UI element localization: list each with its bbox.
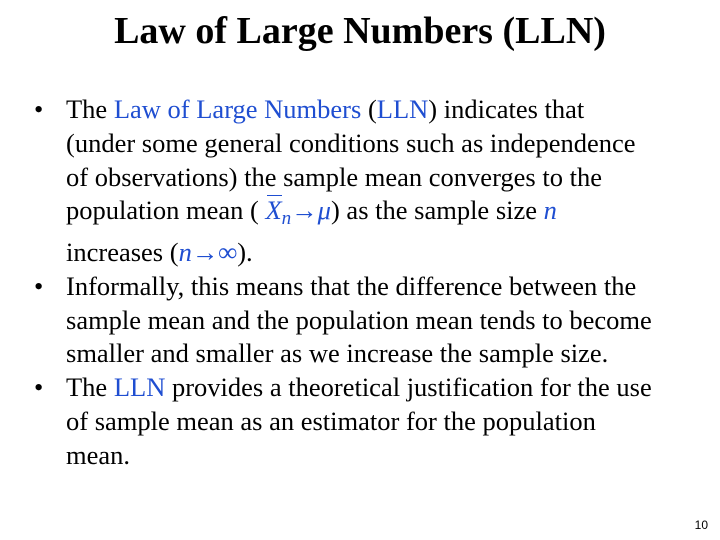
bullet-item-1 [28, 93, 708, 270]
bullet-text [66, 93, 708, 270]
text-line: smaller and smaller as we increase the sample size. [66, 338, 609, 369]
math-expression [265, 195, 331, 230]
text-run: The [66, 94, 114, 124]
highlighted-abbreviation: LLN [376, 94, 429, 124]
text-run: population mean ( [66, 195, 266, 226]
text-line: of observations) the sample mean converges to the [66, 161, 602, 192]
text-run: provides a theoretical justification for the use [165, 372, 652, 403]
sample-mean-symbol: X [265, 194, 281, 228]
text-line: sample mean and the population mean tends to become [66, 304, 652, 335]
text-line [66, 236, 708, 270]
bullet-marker: • [34, 372, 44, 403]
text-line: mean. [66, 439, 131, 470]
page-number: 10 [694, 518, 708, 532]
text-run: The [66, 372, 114, 403]
bullet-text [66, 371, 708, 472]
bullet-marker: • [34, 270, 44, 301]
bullet-marker: • [34, 94, 44, 124]
highlighted-term: Law of Large Numbers [113, 94, 362, 124]
math-variable-n: n [543, 195, 557, 226]
text-run: ( [361, 94, 377, 124]
text-line [66, 371, 708, 405]
text-line: of sample mean as an estimator for the population [66, 405, 596, 436]
text-run: increases ( [66, 236, 179, 267]
text-run: ). [237, 236, 253, 267]
bullet-item-2 [28, 270, 708, 371]
math-expression: n→∞ [178, 236, 238, 267]
slide-body [28, 93, 708, 473]
mu-symbol: μ [317, 195, 331, 226]
text-line [66, 93, 708, 127]
bullet-text [66, 270, 708, 371]
highlighted-abbreviation: LLN [113, 372, 166, 403]
text-line [66, 194, 708, 236]
arrow-symbol: → [291, 195, 318, 226]
text-run: ) indicates that [428, 94, 585, 124]
slide-title: Law of Large Numbers (LLN) [114, 10, 606, 52]
text-line: (under some general conditions such as independence [66, 127, 636, 158]
bullet-item-3 [28, 371, 708, 472]
text-line: Informally, this means that the difference between the [66, 270, 637, 301]
subscript-n: n [281, 208, 292, 230]
text-run: ) as the sample size [330, 195, 544, 226]
